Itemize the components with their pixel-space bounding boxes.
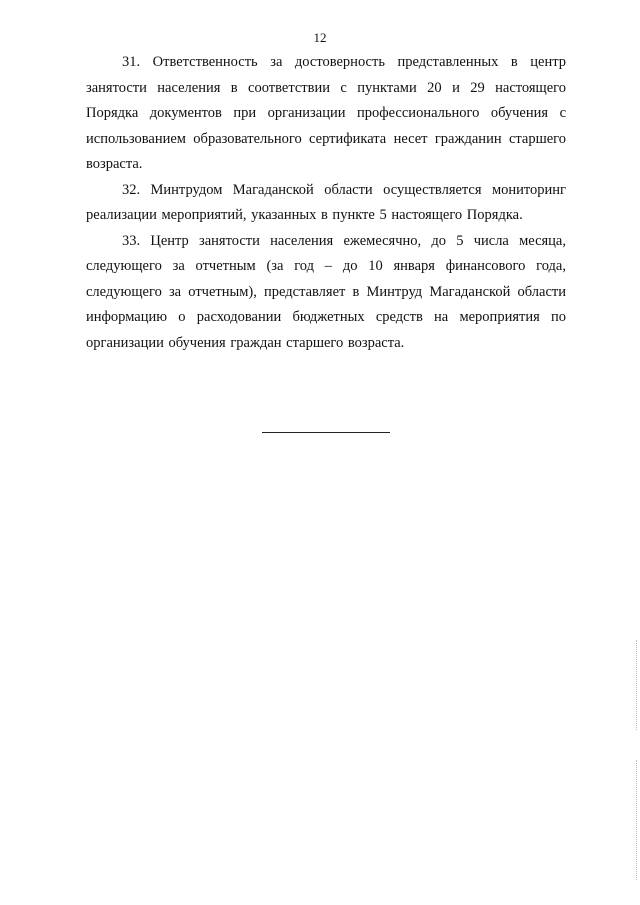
- paragraph-line: реализации мероприятий, указанных в пункте 5 настоящего Порядка.: [86, 207, 523, 223]
- paragraph-line: 33. Центр занятости населения ежемесячно, до 5 числа месяца,: [122, 232, 566, 249]
- document-body: [86, 50, 566, 356]
- paragraph-line: Порядка документов при организации профессионального обучения: [86, 105, 549, 121]
- paragraph-31: [86, 50, 566, 178]
- paragraph-33: [86, 229, 566, 357]
- paragraph-line: организации обучения граждан старшего возраста.: [86, 334, 405, 351]
- paragraph-line: следующего за отчетным), представляет в Минтруд Магаданской области: [86, 283, 566, 300]
- page-number: 12: [313, 30, 327, 45]
- paragraph-32: [86, 178, 566, 229]
- paragraph-line: информацию о расходовании бюджетных средств на мероприятия по: [86, 309, 566, 325]
- paragraph-line: 32. Минтрудом Магаданской области осуществляется мониторинг: [122, 181, 566, 198]
- paragraph-line: с использованием образовательного сертификата несет гражданин: [86, 105, 566, 147]
- paragraph-line: занятости населения в соответствии с пунктами 20 и 29 настоящего: [86, 79, 566, 96]
- scan-edge-artifact: [636, 760, 637, 880]
- paragraph-line: старшего возраста.: [86, 130, 567, 172]
- scan-edge-artifact: [636, 640, 637, 730]
- paragraph-line: следующего за отчетным (за год – до 10 января финансового года,: [86, 258, 566, 274]
- end-divider-line: [262, 432, 390, 433]
- paragraph-line: 31. Ответственность за достоверность представленных в центр: [122, 54, 566, 70]
